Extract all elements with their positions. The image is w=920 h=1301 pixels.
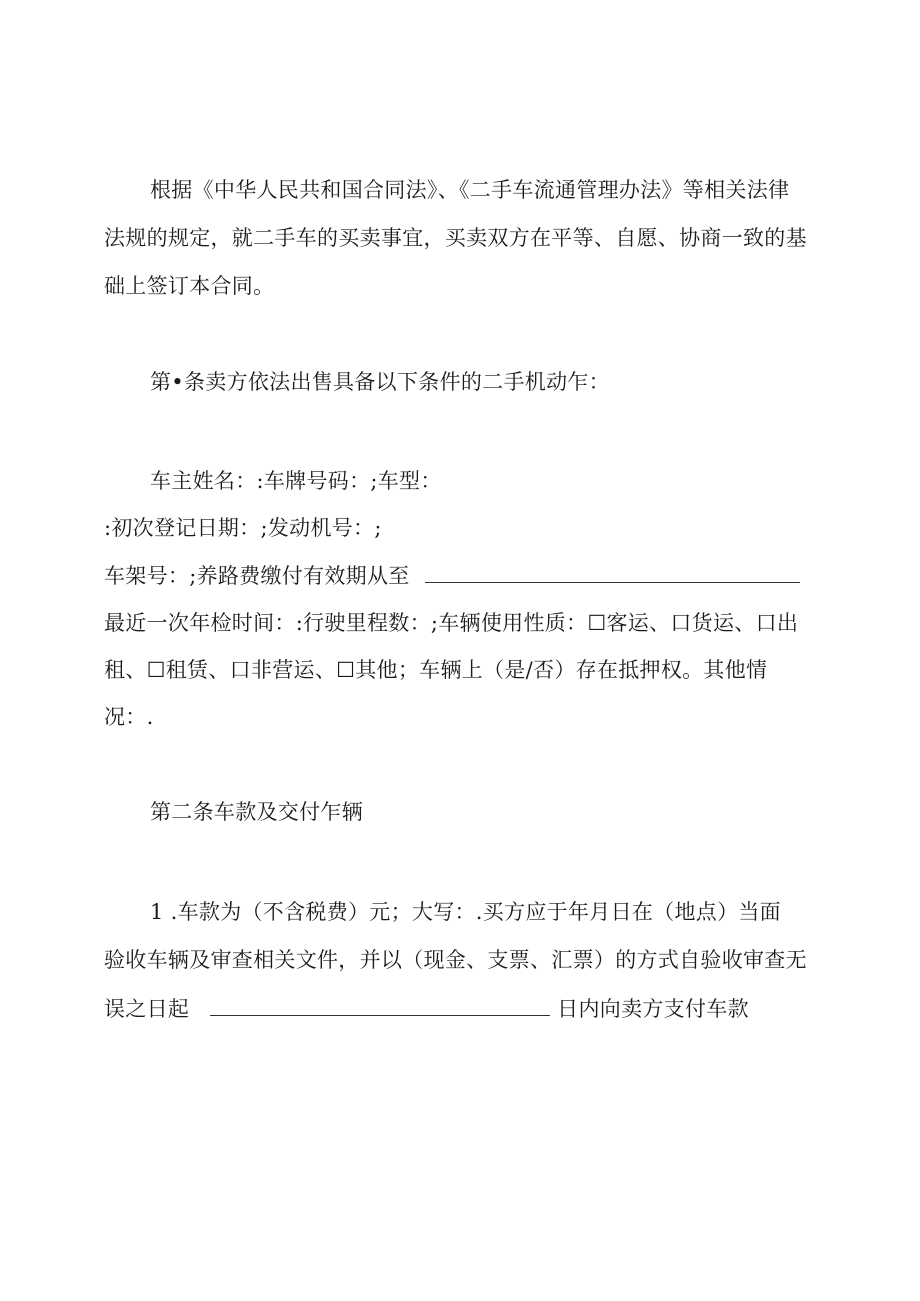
payment-line-3 (104, 995, 749, 1023)
vehicle-info-line-4: 最近一次年检时间：:行驶里程数：;车辆使用性质：☐客运、口货运、口出 (104, 611, 799, 635)
payment-line-3-after: 日内向卖方支付车款 (557, 997, 749, 1021)
vehicle-info-line-3-text: 车架号：;养路费缴付有效期从至 (104, 564, 410, 588)
vehicle-info-line-3 (104, 562, 800, 590)
vehicle-info-line-6: 况：. (104, 705, 154, 729)
blank-underline-fee-period (425, 562, 800, 583)
vehicle-info-line-1: 车主姓名：:车牌号码：;车型： (150, 469, 442, 493)
article-2-heading: 第二条车款及交付乍辆 (150, 800, 363, 824)
blank-underline-days (210, 995, 550, 1016)
vehicle-info-line-2: :初次登记日期：;发动机号：; (104, 516, 382, 540)
payment-line-1: 1 .车款为（不含税费）元；大写：.买方应于年月日在（地点）当面 (150, 900, 781, 924)
article-1-heading: 第•条卖方依法出售具备以下条件的二手机动乍： (150, 370, 610, 394)
intro-line-3: 础上签订本合同。 (104, 274, 275, 298)
intro-line-2: 法规的规定，就二手车的买卖事宜，买卖双方在平等、自愿、协商一致的基 (104, 226, 807, 250)
payment-line-2: 验收车辆及审查相关文件，并以（现金、支票、汇票）的方式自验收审查无 (104, 948, 807, 972)
payment-line-3-before: 误之日起 (104, 997, 190, 1021)
vehicle-info-line-5: 租、☐租赁、口非营运、☐其他；车辆上（是/否）存在抵押权。其他情 (104, 658, 768, 682)
intro-line-1: 根据《中华人民共和国合同法》、《二手车流通管理办法》等相关法律 (150, 178, 790, 202)
